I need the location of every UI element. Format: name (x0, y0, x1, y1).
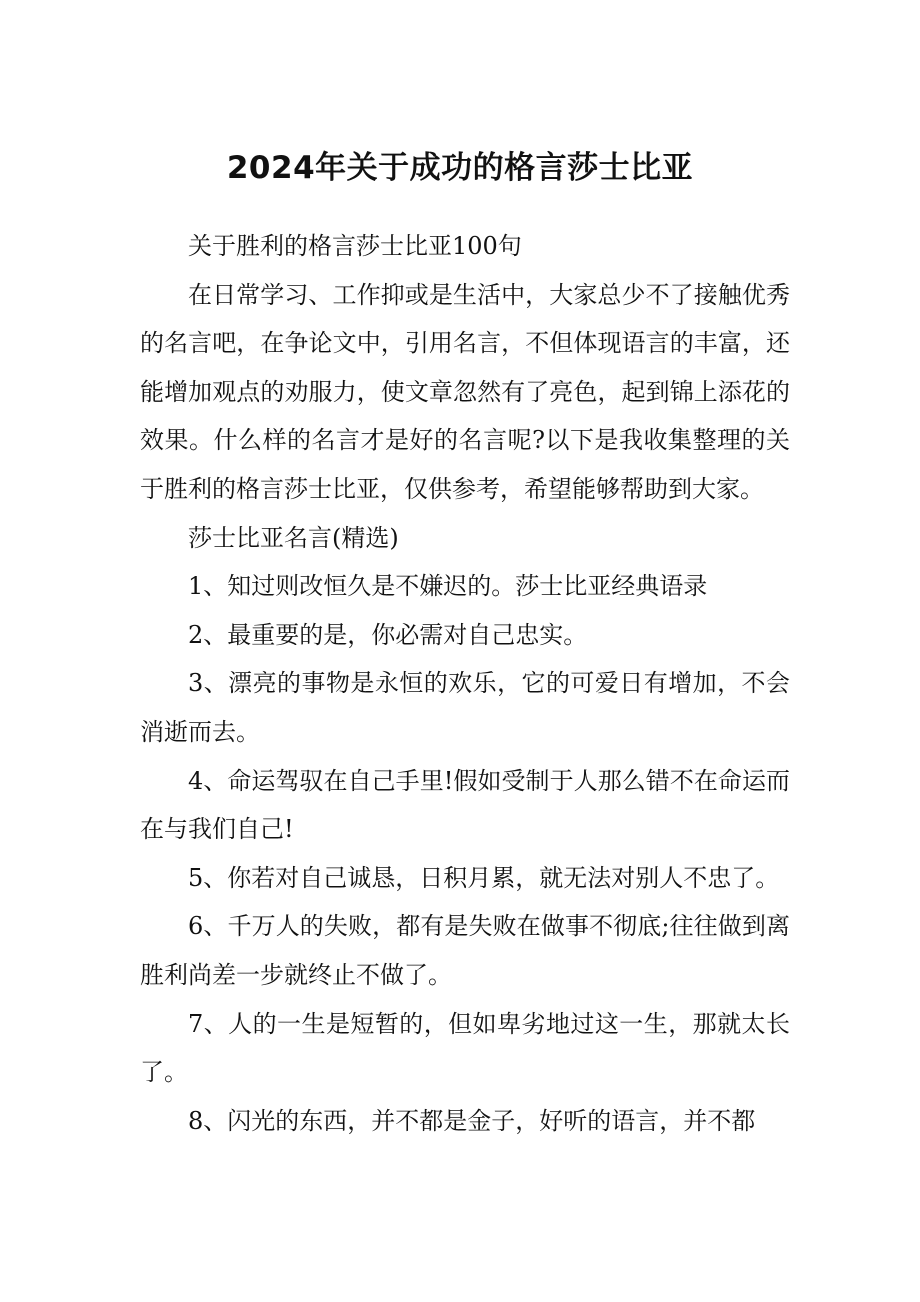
quote-item: 2、最重要的是，你必需对自己忠实。 (188, 620, 588, 649)
quote-item: 6、千万人的失败，都有是失败在做事不彻底;往往做到离胜利尚差一步就终止不做了。 (140, 912, 790, 989)
document-body (140, 222, 790, 1145)
quote-item: 4、命运驾驭在自己手里!假如受制于人那么错不在命运而在与我们自己! (140, 766, 790, 844)
subtitle-paragraph: 关于胜利的格言莎士比亚100句 (188, 232, 522, 260)
quote-item: 8、闪光的东西，并不都是金子，好听的语言，并不都 (188, 1106, 756, 1135)
quote-item: 1、知过则改恒久是不嫌迟的。莎士比亚经典语录 (188, 572, 708, 601)
quote-item: 5、你若对自己诚恳，日积月累，就无法对别人不忠了。 (188, 863, 780, 892)
document-title: 2024年关于成功的格言莎士比亚 (226, 150, 694, 186)
section-heading: 莎士比亚名言(精选) (188, 523, 399, 552)
intro-paragraph: 在日常学习、工作抑或是生活中，大家总少不了接触优秀的名言吧，在争论文中，引用名言，不但体现语言的丰富，还能增加观点的劝服力，使文章忽然有了亮色，起到锦上添花的效果。什么样的名言才是好的名言呢?以下是我收集整理的关于胜利的格言莎士比亚，仅供参考，希望能够帮助到大家。 (140, 280, 790, 503)
quote-item: 7、人的一生是短暂的，但如卑劣地过这一生，那就太长了。 (140, 1009, 790, 1087)
quote-item: 3、漂亮的事物是永恒的欢乐，它的可爱日有增加，不会消逝而去。 (140, 669, 790, 746)
